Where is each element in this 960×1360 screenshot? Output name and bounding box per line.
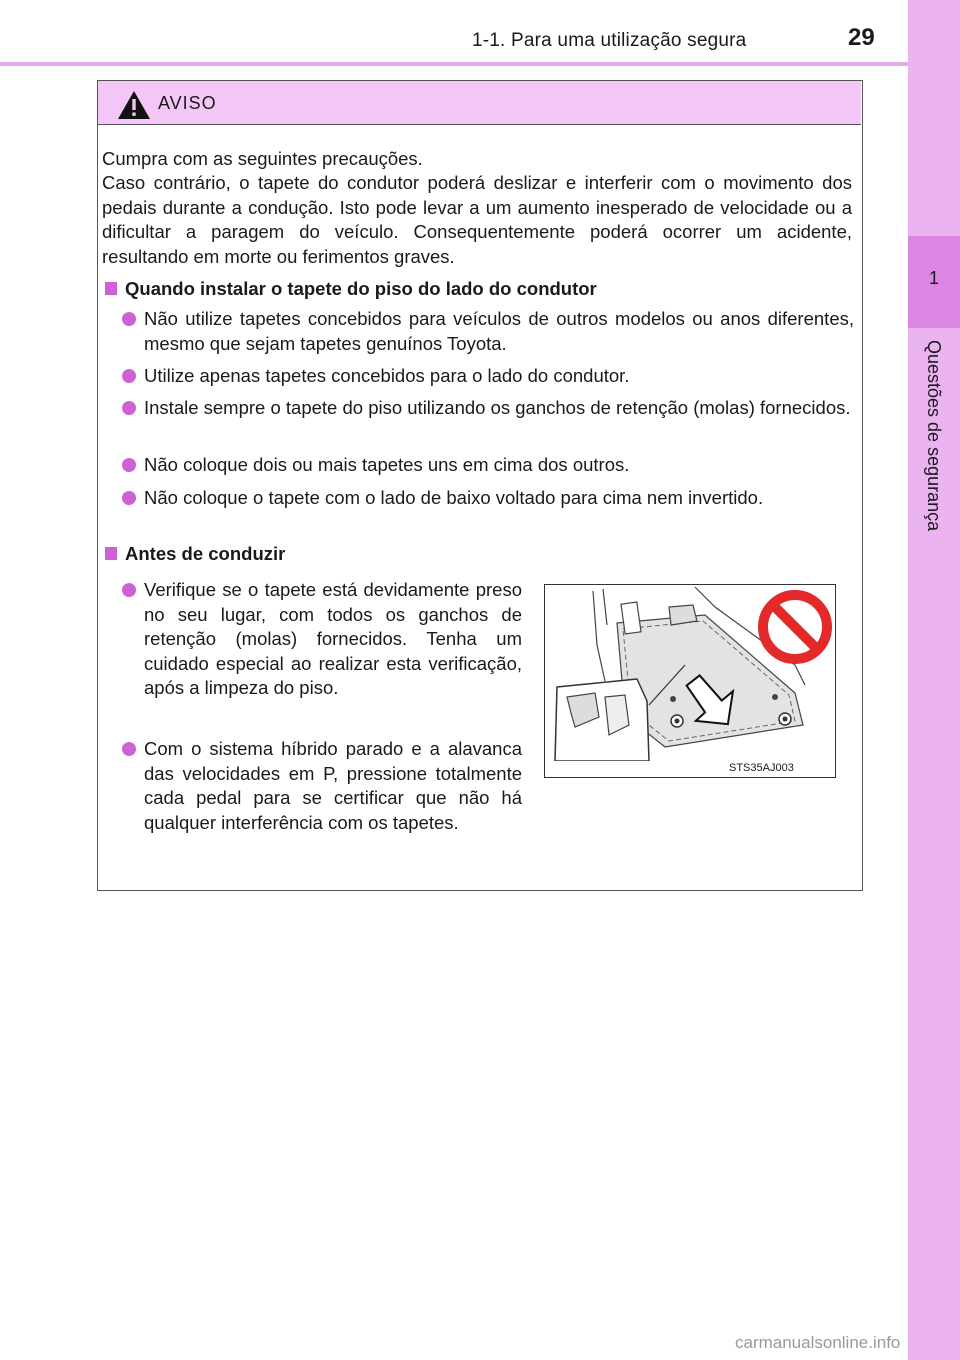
- page-header: [0, 0, 908, 66]
- circle-bullet-icon: [122, 312, 136, 326]
- circle-bullet-icon: [122, 401, 136, 415]
- list-item: [122, 364, 854, 389]
- list-item: [122, 578, 522, 701]
- list-item: [122, 307, 854, 356]
- chapter-title-tab: [915, 340, 953, 580]
- list-item: [122, 486, 854, 511]
- chapter-side-tab: [908, 0, 960, 1360]
- list-item-text: Com o sistema híbrido parado e a alavanca das velocidades em P, pressione totalmente cada pedal para se certificar que não há qualquer interferência com os tapetes.: [144, 738, 522, 833]
- square-bullet-icon: [105, 282, 117, 295]
- list-item-text: Instale sempre o tapete do piso utilizando os ganchos de retenção (molas) fornecidos.: [144, 397, 851, 418]
- intro-line: Cumpra com as seguintes precauções.: [102, 148, 423, 169]
- section-title: 1-1. Para uma utilização segura: [472, 30, 747, 51]
- circle-bullet-icon: [122, 583, 136, 597]
- watermark-text: carmanualsonline.info: [735, 1333, 901, 1352]
- chapter-number: 1: [928, 268, 939, 288]
- list-item-text: Não coloque dois ou mais tapetes uns em cima dos outros.: [144, 454, 630, 475]
- warning-title: AVISO: [158, 93, 217, 113]
- list-item-text: Não coloque o tapete com o lado de baixo voltado para cima nem invertido.: [144, 487, 764, 508]
- section-heading-text: Quando instalar o tapete do piso do lado do condutor: [125, 278, 597, 299]
- floor-mat-illustration: [544, 584, 836, 778]
- section-heading-before-driving: [105, 542, 285, 566]
- warning-header: [98, 81, 861, 125]
- list-item: [122, 453, 854, 478]
- header-rule: [0, 62, 908, 66]
- page-number: 29: [848, 24, 875, 51]
- section-heading-text: Antes de conduzir: [125, 543, 286, 564]
- list-item-text: Verifique se o tapete está devidamente preso no seu lugar, com todos os ganchos de retenção (molas) fornecidos. Tenha um cuidado especial ao realizar esta verificação, após a limpeza do piso.: [144, 579, 522, 698]
- chapter-number-tab[interactable]: [908, 236, 960, 328]
- intro-paragraph: Caso contrário, o tapete do condutor poderá deslizar e interferir com o movimento dos pedais durante a condução. Isto pode levar a um aumento inesperado de velocidade ou a dificultar a paragem do veículo. Consequentemente poderá ocorrer um acidente, resultando em morte ou ferimentos graves.: [102, 172, 852, 267]
- list-item: [122, 737, 522, 835]
- list-item-text: Não utilize tapetes concebidos para veículos de outros modelos ou anos diferentes, mesmo que sejam tapetes genuínos Toyota.: [144, 308, 854, 354]
- circle-bullet-icon: [122, 491, 136, 505]
- chapter-title: Questões de segurança: [924, 340, 944, 532]
- section-heading-installing: [105, 277, 597, 301]
- square-bullet-icon: [105, 547, 117, 560]
- circle-bullet-icon: [122, 458, 136, 472]
- circle-bullet-icon: [122, 369, 136, 383]
- list-item-text: Utilize apenas tapetes concebidos para o lado do condutor.: [144, 365, 630, 386]
- list-item: [122, 396, 854, 421]
- circle-bullet-icon: [122, 742, 136, 756]
- figure-code: STS35AJ003: [729, 762, 794, 774]
- floor-mat-drawing: [545, 585, 835, 761]
- warning-triangle-icon: [116, 89, 152, 121]
